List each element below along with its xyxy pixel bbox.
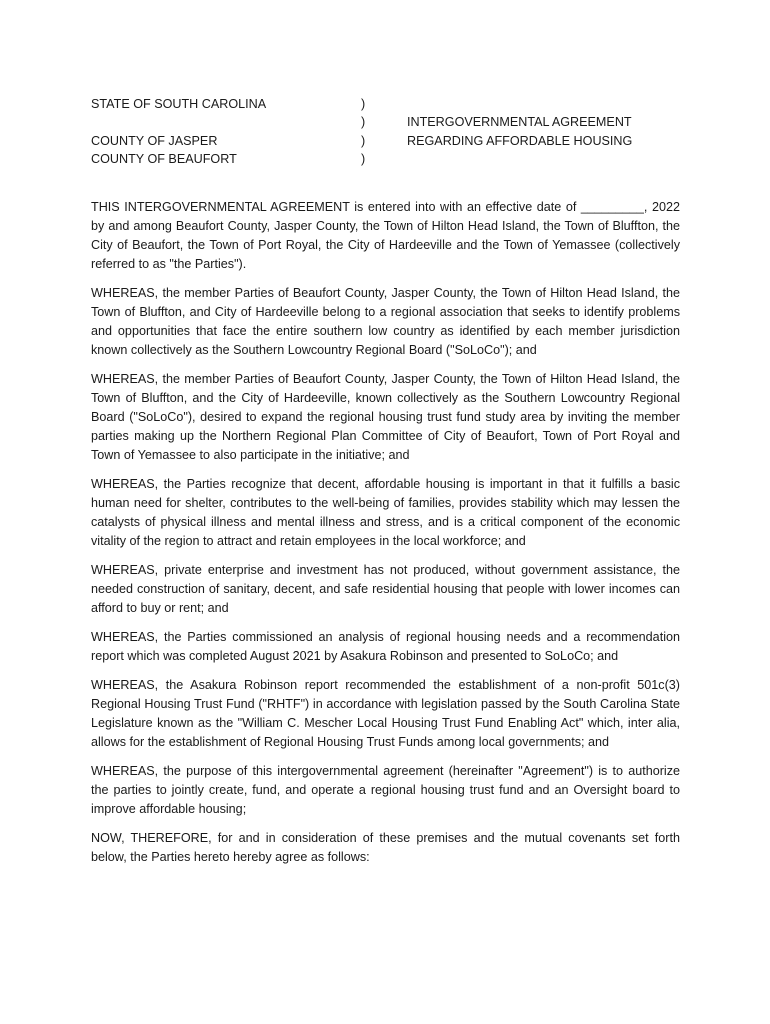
whereas-paragraph: WHEREAS, the member Parties of Beaufort County, Jasper County, the Town of Hilton Head Island, the Town of Bluffton, and City of Hardeeville belong to a regional association that seeks to identify problems and opportunities that face the entire southern low country as identified by each member jurisdiction known collectively as the Southern Lowcountry Regional Board ("SoLoCo"); and <box>91 286 680 357</box>
caption-paren: ) <box>361 97 366 111</box>
agreement-title-line1: INTERGOVERNMENTAL AGREEMENT <box>407 115 632 129</box>
caption-paren: ) <box>361 134 366 148</box>
caption-paren: ) <box>361 115 366 129</box>
state-name: STATE OF SOUTH CAROLINA <box>91 97 267 111</box>
whereas-paragraph: WHEREAS, the Parties commissioned an analysis of regional housing needs and a recommendation report which was completed August 2021 by Asakura Robinson and presented to SoLoCo; and <box>91 630 680 663</box>
whereas-paragraph: WHEREAS, the member Parties of Beaufort County, Jasper County, the Town of Hilton Head Island, the Town of Bluffton, and the City of Hardeeville, known collectively as the Southern Lowcountry Regional Board ("SoLoCo"), desired to expand the regional housing trust fund study area by inviting the member parties making up the Northern Regional Plan Committee of City of Beaufort, Town of Port Royal and Town of Yemassee to also participate in the initiative; and <box>91 372 680 462</box>
agreement-body <box>91 198 680 877</box>
preamble-paragraph: THIS INTERGOVERNMENTAL AGREEMENT is entered into with an effective date of _________, 2022 by and among Beaufort County, Jasper County, the Town of Hilton Head Island, the Town of Bluffton, the City of Beaufort, the Town of Port Royal, the City of Hardeeville and the Town of Yemassee (collectively referred to as "the Parties"). <box>91 200 680 271</box>
county-jasper: COUNTY OF JASPER <box>91 134 218 148</box>
whereas-paragraph: WHEREAS, the Asakura Robinson report recommended the establishment of a non-profit 501c(3) Regional Housing Trust Fund ("RHTF") in accordance with legislation passed by the South Carolina State Legislature known as the "William C. Mescher Local Housing Trust Fund Enabling Act" which, inter alia, allows for the establishment of Regional Housing Trust Funds among local governments; and <box>91 678 680 749</box>
whereas-paragraph: WHEREAS, the purpose of this intergovernmental agreement (hereinafter "Agreement") is to authorize the parties to jointly create, fund, and operate a regional housing trust fund and an Oversight board to improve affordable housing; <box>91 764 680 816</box>
caption-paren: ) <box>361 152 366 166</box>
case-caption <box>91 95 691 175</box>
now-therefore-paragraph: NOW, THEREFORE, for and in consideration of these premises and the mutual covenants set forth below, the Parties hereto hereby agree as follows: <box>91 831 680 864</box>
agreement-title-line2: REGARDING AFFORDABLE HOUSING <box>407 134 633 148</box>
whereas-paragraph: WHEREAS, the Parties recognize that decent, affordable housing is important in that it fulfills a basic human need for shelter, contributes to the well-being of families, provides stability which may lessen the catalysts of physical illness and mental illness and stress, and is a critical component of the economic vitality of the region to attract and retain employees in the local workforce; and <box>91 477 680 548</box>
whereas-paragraph: WHEREAS, private enterprise and investment has not produced, without government assistance, the needed construction of sanitary, decent, and safe residential housing that people with lower incomes can afford to buy or rent; and <box>91 563 680 615</box>
county-beaufort: COUNTY OF BEAUFORT <box>91 152 237 166</box>
